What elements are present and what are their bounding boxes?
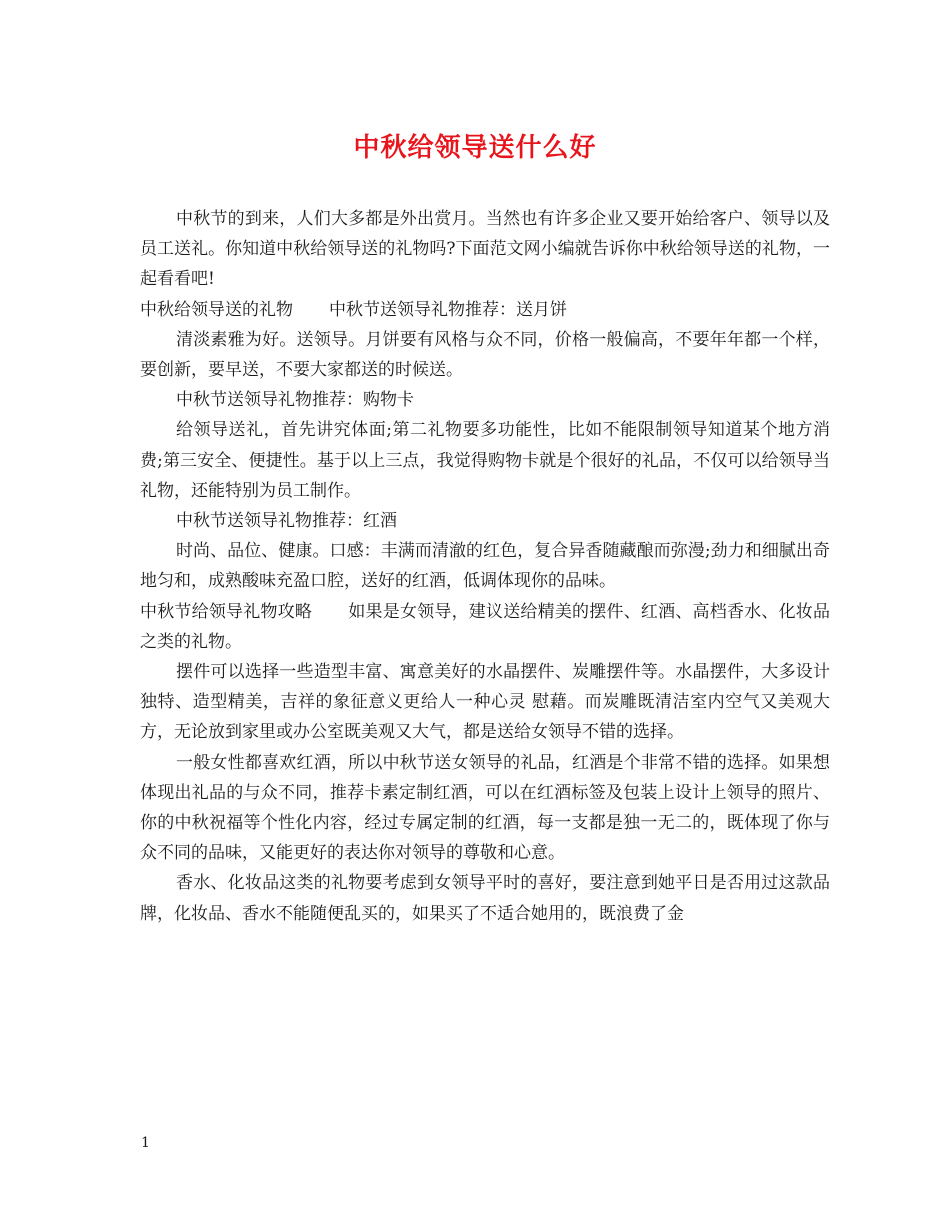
document-title: 中秋给领导送什么好 xyxy=(353,133,597,163)
document-body xyxy=(140,204,830,929)
paragraph-red-wine: 时尚、品位、健康。口感：丰满而清澈的红色，复合异香随藏酿而弥漫;劲力和细腻出奇地匀和，成熟酸味充盈口腔，送好的红酒，低调体现你的品味。 xyxy=(140,541,830,592)
paragraph-strategy xyxy=(140,597,830,657)
paragraph-perfume: 香水、化妆品这类的礼物要考虑到女领导平时的喜好，要注意到她平日是否用过这款品牌，化妆品、香水不能随便乱买的，如果买了不适合她用的，既浪费了金 xyxy=(140,873,830,924)
strategy-text: 如果是女领导，建议送给精美的摆件、红酒、高档香水、化妆品之类的礼物。 xyxy=(140,601,831,652)
page-number: 1 xyxy=(141,1135,150,1151)
strategy-heading-label: 中秋节给领导礼物攻略 xyxy=(140,601,313,622)
paragraph-section-heading xyxy=(140,295,830,325)
paragraph-shopping-card: 给领导送礼，首先讲究体面;第二礼物要多功能性，比如不能限制领导知道某个地方消费;第三安全、便捷性。基于以上三点，我觉得购物卡就是个很好的礼品，不仅可以给领导当礼物，还能特别为员工制作。 xyxy=(140,420,830,501)
paragraph-subheading-card: 中秋节送领导礼物推荐：购物卡 xyxy=(176,390,414,411)
paragraph-mooncake: 清淡素雅为好。送领导。月饼要有风格与众不同，价格一般偏高，不要年年都一个样，要创新，要早送，不要大家都送的时候送。 xyxy=(140,329,830,381)
paragraph-custom-wine: 一般女性都喜欢红酒，所以中秋节送女领导的礼品，红酒是个非常不错的选择。如果想体现出礼品的与众不同，推荐卡素定制红酒，可以在红酒标签及包装上设计上领导的照片、你的中秋祝福等个性化内容，经过专属定制的红酒，每一支都是独一无二的，既体现了你与众不同的品味，又能更好的表达你对领导的尊敬和心意。 xyxy=(140,752,830,864)
paragraph-ornaments: 摆件可以选择一些造型丰富、寓意美好的水晶摆件、炭雕摆件等。水晶摆件，大多设计独特、造型精美，吉祥的象征意义更给人一种心灵 慰藉。而炭雕既清洁室内空气又美观大方，无论放到家里或办公室既美观又大气，都是送给女领导不错的选择。 xyxy=(140,662,830,743)
paragraph-intro: 中秋节的到来，人们大多都是外出赏月。当然也有许多企业又要开始给客户、领导以及员工送礼。你知道中秋给领导送的礼物吗?下面范文网小编就告诉你中秋给领导送的礼物，一起看看吧! xyxy=(140,209,830,290)
paragraph-subheading-wine: 中秋节送领导礼物推荐：红酒 xyxy=(176,511,397,532)
section-subheading: 中秋节送领导礼物推荐：送月饼 xyxy=(329,299,567,320)
section-heading-label: 中秋给领导送的礼物 xyxy=(140,299,293,320)
